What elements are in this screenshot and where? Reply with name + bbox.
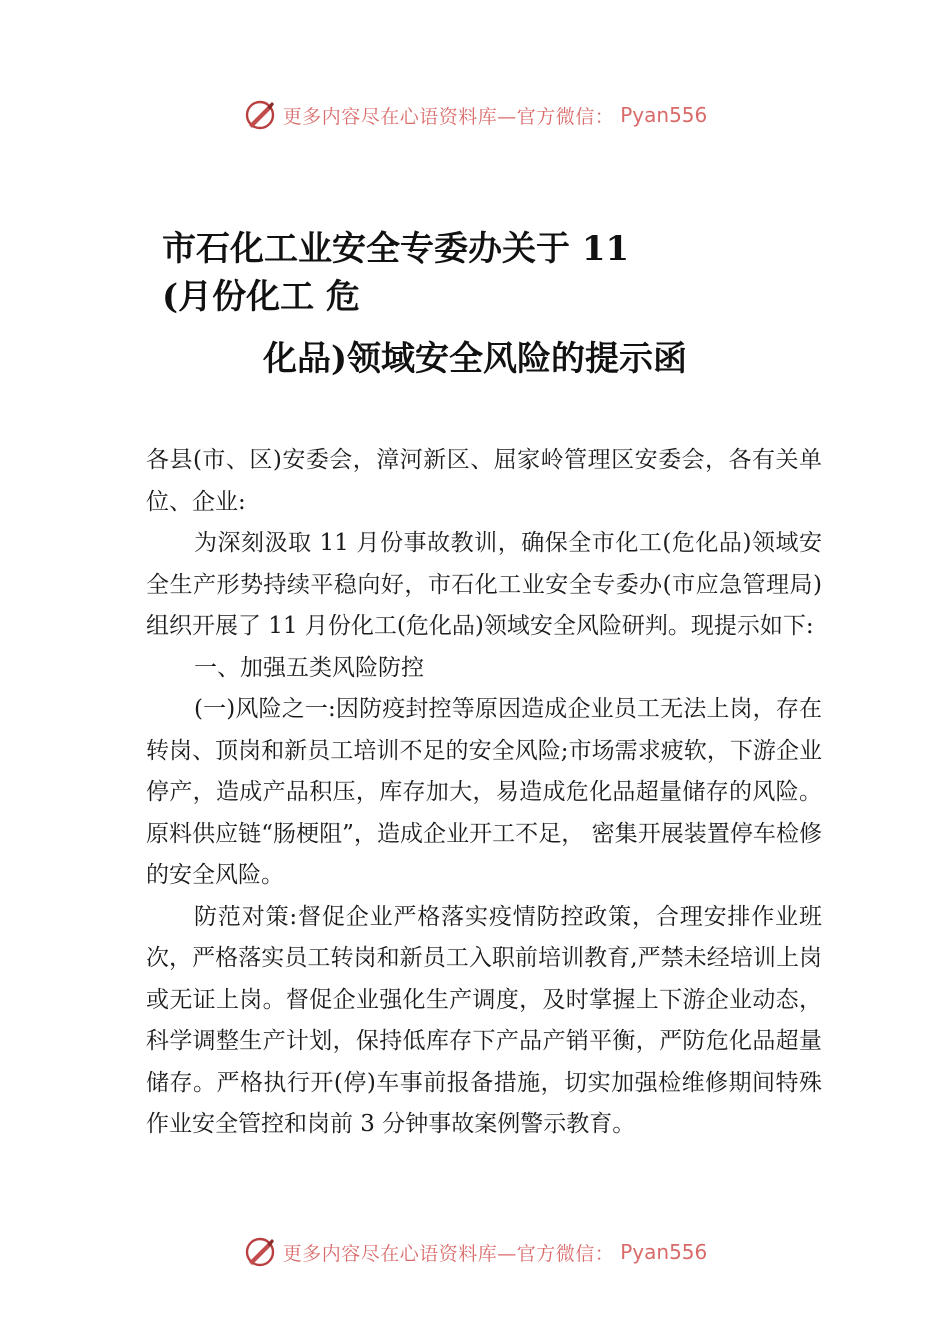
- watermark-banner-bottom: [0, 1232, 950, 1272]
- title-line-3: 化品)领域安全风险的提示函: [262, 339, 688, 379]
- watermark-text: 更多内容尽在心语资料库—官方微信：: [282, 105, 615, 128]
- paragraph-risk-one: (一)风险之一:因防疫封控等原因造成企业员工无法上岗，存在转岗、顶岗和新员工培训不足的安全风险;市场需求疲软，下游企业停产，造成产品积压，库存加大，易造成危化品超量储存的风险。原料供应链“肠梗阻”，造成企业开工不足， 密集开展装置停车检修的安全风险。: [146, 696, 822, 888]
- section-heading: 一、加强五类风险防控: [194, 654, 424, 681]
- title-line-1: 市石化工业安全专委办关于 11: [162, 229, 630, 269]
- paragraph-countermeasures: 防范对策:督促企业严格落实疫情防控政策，合理安排作业班次，严格落实员工转岗和新员工入职前培训教育,严禁未经培训上岗或无证上岗。督促企业强化生产调度，及时掌握上下游企业动态，科学调整生产计划，保持低库存下产品产销平衡，严防危化品超量储存。严格执行开(停)车事前报备措施，切实加强检维修期间特殊作业安全管控和岗前 3 分钟事故案例警示教育。: [146, 903, 822, 1137]
- watermark-id: Pyan556: [620, 103, 708, 127]
- title-line-2: (月份化工 危: [162, 277, 360, 317]
- document-title: [162, 225, 802, 321]
- watermark-banner-top: [0, 95, 950, 135]
- paragraph-intro: 为深刻汲取 11 月份事故教训，确保全市化工(危化品)领域安全生产形势持续平稳向好，市石化工业安全专委办(市应急管理局)组织开展了 11 月份化工(危化品)领域安全风险研判。现提示如下:: [146, 530, 822, 639]
- watermark-text: 更多内容尽在心语资料库—官方微信：: [282, 1242, 615, 1265]
- paragraph-salutation: 各县(市、区)安委会，漳河新区、屈家岭管理区安委会，各有关单位、企业:: [146, 447, 822, 515]
- pen-in-circle-icon: [243, 1235, 277, 1269]
- document-body: [146, 440, 822, 1146]
- pen-in-circle-icon: [243, 98, 277, 132]
- watermark-id: Pyan556: [620, 1240, 708, 1264]
